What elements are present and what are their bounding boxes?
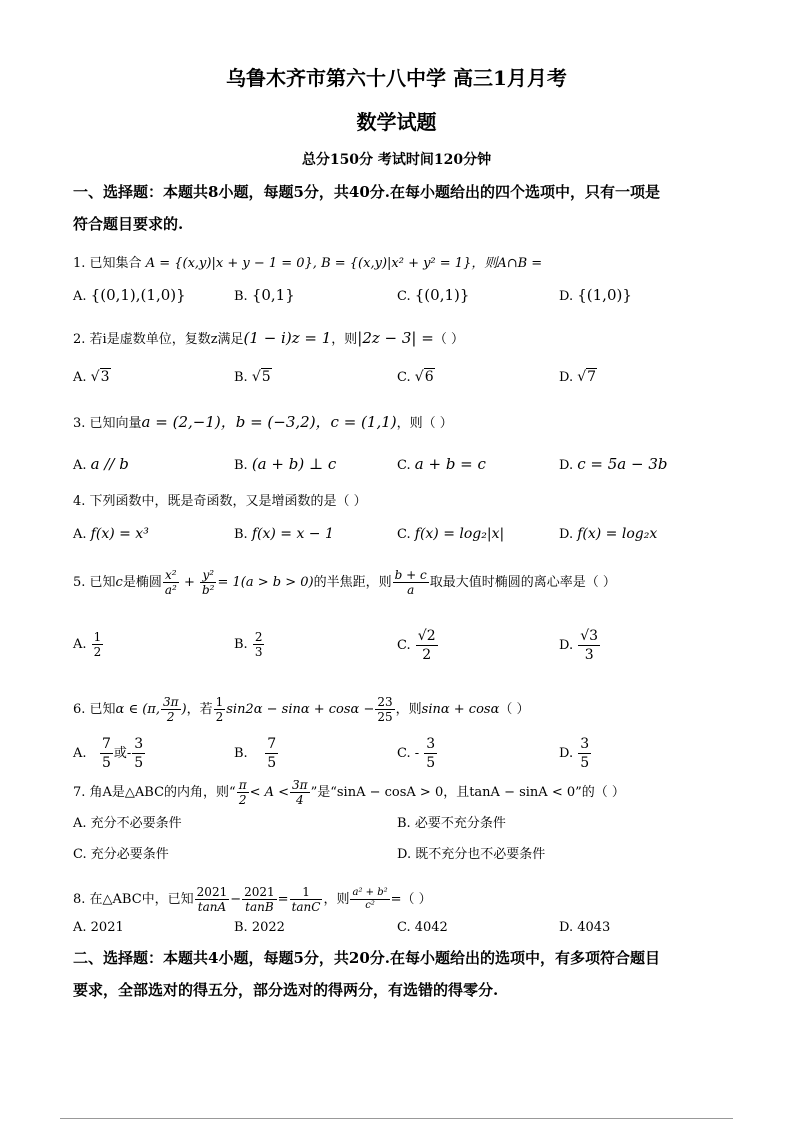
q2-option-b: B. √5 xyxy=(234,369,271,385)
q1-expression: A = {(x,y)|x + y − 1 = 0}, B = {(x,y)|x² + y² = 1}，则A∩B = xyxy=(145,256,543,271)
q3-option-b: B. (a + b) ⊥ c xyxy=(234,455,337,473)
q5-option-d: D. $\frac{√3}{3}$ xyxy=(559,628,599,663)
q7-option-d: D. 既不充分也不必要条件 xyxy=(397,847,546,862)
q8-option-b: B. 2022 xyxy=(234,920,285,935)
q3-option-d: D. c = 5a − 3b xyxy=(559,455,668,473)
q1-option-c: C. {(0,1)} xyxy=(397,286,470,304)
q8-option-c: C. 4042 xyxy=(397,920,448,935)
q1-option-d: D. {(1,0)} xyxy=(559,286,632,304)
q4-option-c: C. f(x) = log₂|x| xyxy=(397,526,505,542)
question-4: 4. 下列函数中，既是奇函数，又是增函数的是（ ） xyxy=(73,494,367,509)
q7-option-c: C. 充分必要条件 xyxy=(73,847,169,862)
q6-option-d: D. $\frac{3}{5}$ xyxy=(559,736,590,771)
question-5: 5. 已知c是椭圆 $\frac{\text{x²}}{\text{a²}}$ + $\frac{\text{y²}}{\text{b²}}$ = 1(a > b > 0)的半焦距，则 $\frac{b + c}{a}$ 取最大值时椭圆的离心率是（ ） xyxy=(73,568,616,597)
q2-option-d: D. √7 xyxy=(559,369,597,385)
q4-option-b: B. f(x) = x − 1 xyxy=(234,526,334,542)
section1-line1: 一、选择题：本题共8小题，每题5分，共40分.在每小题给出的四个选项中，只有一项是 xyxy=(73,183,660,201)
q5-option-b: B. $\frac{2}{3}$ xyxy=(234,630,263,659)
exam-meta: 总分150分 考试时间120分钟 xyxy=(301,152,492,168)
q6-option-b: B. $\frac{7}{5}$ xyxy=(234,736,277,771)
q1-prefix: 已知集合 xyxy=(89,256,142,271)
exam-subject: 数学试题 xyxy=(356,110,437,134)
q2-option-c: C. √6 xyxy=(397,369,434,385)
q7-option-a: A. 充分不必要条件 xyxy=(73,816,182,831)
question-1 xyxy=(73,254,733,274)
q2-option-a: A. √3 xyxy=(73,369,110,385)
question-2: 2. 若i是虚数单位，复数z满足(1 − i)z = 1，则|2z − 3| =（ ） xyxy=(73,329,464,347)
q6-option-a: A. $\frac{7}{5}$ 或- $\frac{3}{5}$ xyxy=(73,736,144,771)
q4-option-a: A. f(x) = x³ xyxy=(73,526,149,542)
question-3: 3. 已知向量a = (2,−1)，b = (−3,2)，c = (1,1)，则（ ） xyxy=(73,413,453,431)
question-6: 6. 已知α ∈ (π, $\frac{3\pi}{2}$ )，若 $\frac{1}{2}$ sin2α − sinα + cosα − $\frac{23}{25}$ ，则sinα + cosα（ ） xyxy=(73,695,530,724)
q5-option-a: A. $\frac{1}{2}$ xyxy=(73,630,102,659)
section1-line2: 符合题目要求的. xyxy=(73,215,184,233)
exam-title: 乌鲁木齐市第六十八中学 高三1月月考 xyxy=(226,66,567,90)
question-7: 7. 角A是△ABC的内角，则“ $\frac{\pi}{2}$ < A < $\frac{3\pi}{4}$ ”是“sinA − cosA > 0，且tanA − sinA < 0”的（ ） xyxy=(73,778,625,807)
q7-option-b: B. 必要不充分条件 xyxy=(397,816,506,831)
section2-line1: 二、选择题：本题共4小题，每题5分，共20分.在每小题给出的选项中，有多项符合题目 xyxy=(73,949,660,967)
q8-option-d: D. 4043 xyxy=(559,920,611,935)
section2-heading xyxy=(73,942,723,1006)
q4-option-d: D. f(x) = log₂x xyxy=(559,526,658,542)
q6-option-c: C. - $\frac{3}{5}$ xyxy=(397,736,436,771)
q5-option-c: C. $\frac{√2}{2}$ xyxy=(397,628,436,663)
q1-option-a: A. {(0,1),(1,0)} xyxy=(73,286,186,304)
section2-line2: 要求，全部选对的得五分，部分选对的得两分，有选错的得零分. xyxy=(73,981,499,999)
page-bottom-rule xyxy=(60,1118,733,1119)
q1-number: 1. xyxy=(73,256,86,271)
q1-option-b: B. {0,1} xyxy=(234,286,295,304)
q3-option-c: C. a + b = c xyxy=(397,455,486,473)
q8-option-a: A. 2021 xyxy=(73,920,124,935)
q3-option-a: A. a // b xyxy=(73,455,129,473)
section1-heading xyxy=(73,176,723,240)
question-8: 8. 在△ABC中，已知 $\frac{2021}{\tan A}$ − $\frac{2021}{\tan B}$ = $\frac{1}{\tan C}$ ，则 $\frac{\text{a² + b²}}{\text{c²}}$ =（ ） xyxy=(73,885,432,914)
